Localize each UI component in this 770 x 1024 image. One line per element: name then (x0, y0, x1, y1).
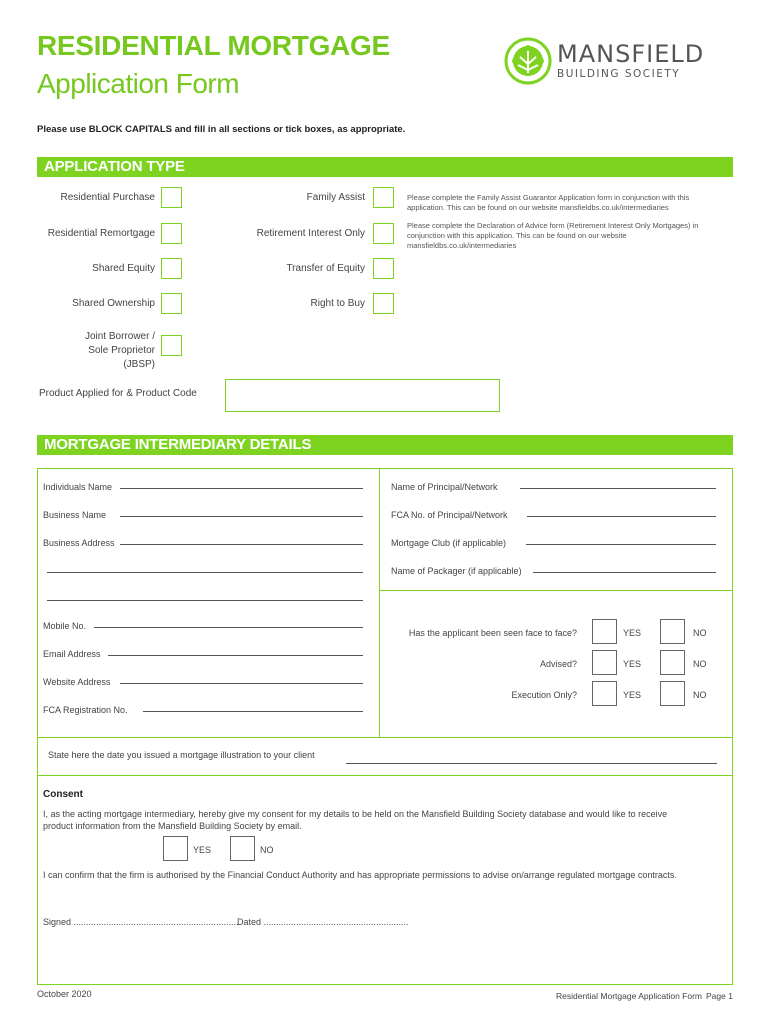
retirement-interest-only-label: Retirement Interest Only (256, 228, 365, 239)
illustration-divider-bottom (37, 775, 733, 776)
consent-yes-checkbox[interactable] (163, 836, 188, 861)
face-to-face-no-label: NO (693, 628, 707, 638)
business-name-label: Business Name (43, 510, 107, 520)
consent-no-checkbox[interactable] (230, 836, 255, 861)
transfer-of-equity-label: Transfer of Equity (286, 263, 365, 274)
website-address-label: Website Address (43, 677, 111, 687)
retirement-interest-only-note: Please complete the Declaration of Advice form (Retirement Interest Only Mortgages) in conjunction with this application. This can be found on our website mansfieldbs.co.uk/intermediaries (407, 221, 699, 250)
face-to-face-yes-label: YES (623, 628, 642, 638)
face-to-face-yes-checkbox[interactable] (592, 619, 617, 644)
consent-heading: Consent (43, 789, 83, 800)
mortgage-club-label: Mortgage Club (if applicable) (391, 538, 507, 548)
fca-confirm-text: I can confirm that the firm is authorised by the Financial Conduct Authority and has appropriate permissions to advise on/arrange regulated mortgage contracts. (43, 870, 677, 880)
website-address-field[interactable] (120, 683, 363, 684)
principal-fca-label: FCA No. of Principal/Network (391, 510, 508, 520)
packager-label: Name of Packager (if applicable) (391, 566, 522, 576)
execution-only-no-label: NO (693, 690, 707, 700)
advised-yes-checkbox[interactable] (592, 650, 617, 675)
shared-equity-label: Shared Equity (92, 263, 155, 274)
individuals-name-field[interactable] (120, 488, 363, 489)
advised-no-checkbox[interactable] (660, 650, 685, 675)
intermediary-frame (37, 468, 733, 985)
execution-only-yes-checkbox[interactable] (592, 681, 617, 706)
logo-subtitle: BUILDING SOCIETY (557, 68, 681, 80)
retirement-interest-only-checkbox[interactable] (373, 223, 394, 244)
residential-remortgage-label: Residential Remortgage (47, 228, 155, 239)
mortgage-club-field[interactable] (526, 544, 716, 545)
footer-page-number: Page 1 (706, 991, 733, 1001)
business-address-field-1[interactable] (120, 544, 363, 545)
right-section-divider (379, 590, 733, 591)
face-to-face-label: Has the applicant been seen face to face? (408, 628, 577, 638)
business-address-label: Business Address (43, 538, 115, 548)
jbsp-label-line3: (JBSP) (123, 359, 155, 370)
mansfield-logo-icon (504, 37, 552, 85)
business-name-field[interactable] (120, 516, 363, 517)
packager-field[interactable] (533, 572, 716, 573)
consent-no-label: NO (260, 845, 274, 855)
family-assist-checkbox[interactable] (373, 187, 394, 208)
signed-field[interactable]: Signed .................................................................. (43, 917, 239, 927)
illustration-date-field[interactable] (346, 763, 717, 764)
individuals-name-label: Individuals Name (43, 482, 113, 492)
form-subtitle: Application Form (37, 68, 240, 99)
execution-only-yes-label: YES (623, 690, 642, 700)
residential-purchase-checkbox[interactable] (161, 187, 182, 208)
consent-text-line2: product information from the Mansfield Building Society by email. (43, 821, 302, 831)
principal-name-label: Name of Principal/Network (391, 482, 498, 492)
illustration-date-label: State here the date you issued a mortgage illustration to your client (48, 750, 315, 760)
application-type-heading: APPLICATION TYPE (37, 157, 733, 177)
fca-registration-field[interactable] (143, 711, 363, 712)
jbsp-label-line1: Joint Borrower / (84, 331, 155, 342)
transfer-of-equity-checkbox[interactable] (373, 258, 394, 279)
right-to-buy-checkbox[interactable] (373, 293, 394, 314)
residential-remortgage-checkbox[interactable] (161, 223, 182, 244)
principal-name-field[interactable] (520, 488, 716, 489)
shared-ownership-label: Shared Ownership (72, 298, 155, 309)
business-address-field-3[interactable] (47, 600, 363, 601)
footer-doc-name: Residential Mortgage Application Form (556, 991, 702, 1001)
illustration-divider-top (37, 737, 733, 738)
business-address-field-2[interactable] (47, 572, 363, 573)
right-to-buy-label: Right to Buy (310, 298, 365, 309)
advised-label: Advised? (539, 659, 577, 669)
shared-ownership-checkbox[interactable] (161, 293, 182, 314)
dated-field[interactable]: Dated .......................................................... (237, 917, 409, 927)
email-address-label: Email Address (43, 649, 101, 659)
consent-text-line1: I, as the acting mortgage intermediary, hereby give my consent for my details to be held on the Mansfield Building Society database and would like to receive (43, 809, 668, 819)
residential-purchase-label: Residential Purchase (60, 192, 155, 203)
execution-only-no-checkbox[interactable] (660, 681, 685, 706)
intermediary-heading: MORTGAGE INTERMEDIARY DETAILS (37, 435, 733, 455)
jbsp-label-line2: Sole Proprietor (88, 345, 155, 356)
principal-fca-field[interactable] (527, 516, 716, 517)
product-code-input[interactable] (225, 379, 500, 412)
advised-yes-label: YES (623, 659, 642, 669)
footer-date: October 2020 (37, 989, 92, 999)
instructions: Please use BLOCK CAPITALS and fill in all sections or tick boxes, as appropriate. (37, 124, 406, 135)
advised-no-label: NO (693, 659, 707, 669)
email-address-field[interactable] (108, 655, 363, 656)
logo-name: MANSFIELD (557, 40, 705, 68)
family-assist-note: Please complete the Family Assist Guarantor Application form in conjunction with this application. This can be found on our website mansfieldbs.co.uk/intermediaries (407, 193, 690, 212)
jbsp-checkbox[interactable] (161, 335, 182, 356)
face-to-face-no-checkbox[interactable] (660, 619, 685, 644)
mobile-no-label: Mobile No. (43, 621, 87, 631)
mobile-no-field[interactable] (94, 627, 363, 628)
product-label: Product Applied for & Product Code (39, 388, 197, 399)
form-title: RESIDENTIAL MORTGAGE (37, 30, 390, 61)
execution-only-label: Execution Only? (511, 690, 577, 700)
family-assist-label: Family Assist (306, 192, 365, 203)
fca-registration-label: FCA Registration No. (43, 705, 128, 715)
shared-equity-checkbox[interactable] (161, 258, 182, 279)
consent-yes-label: YES (193, 845, 212, 855)
